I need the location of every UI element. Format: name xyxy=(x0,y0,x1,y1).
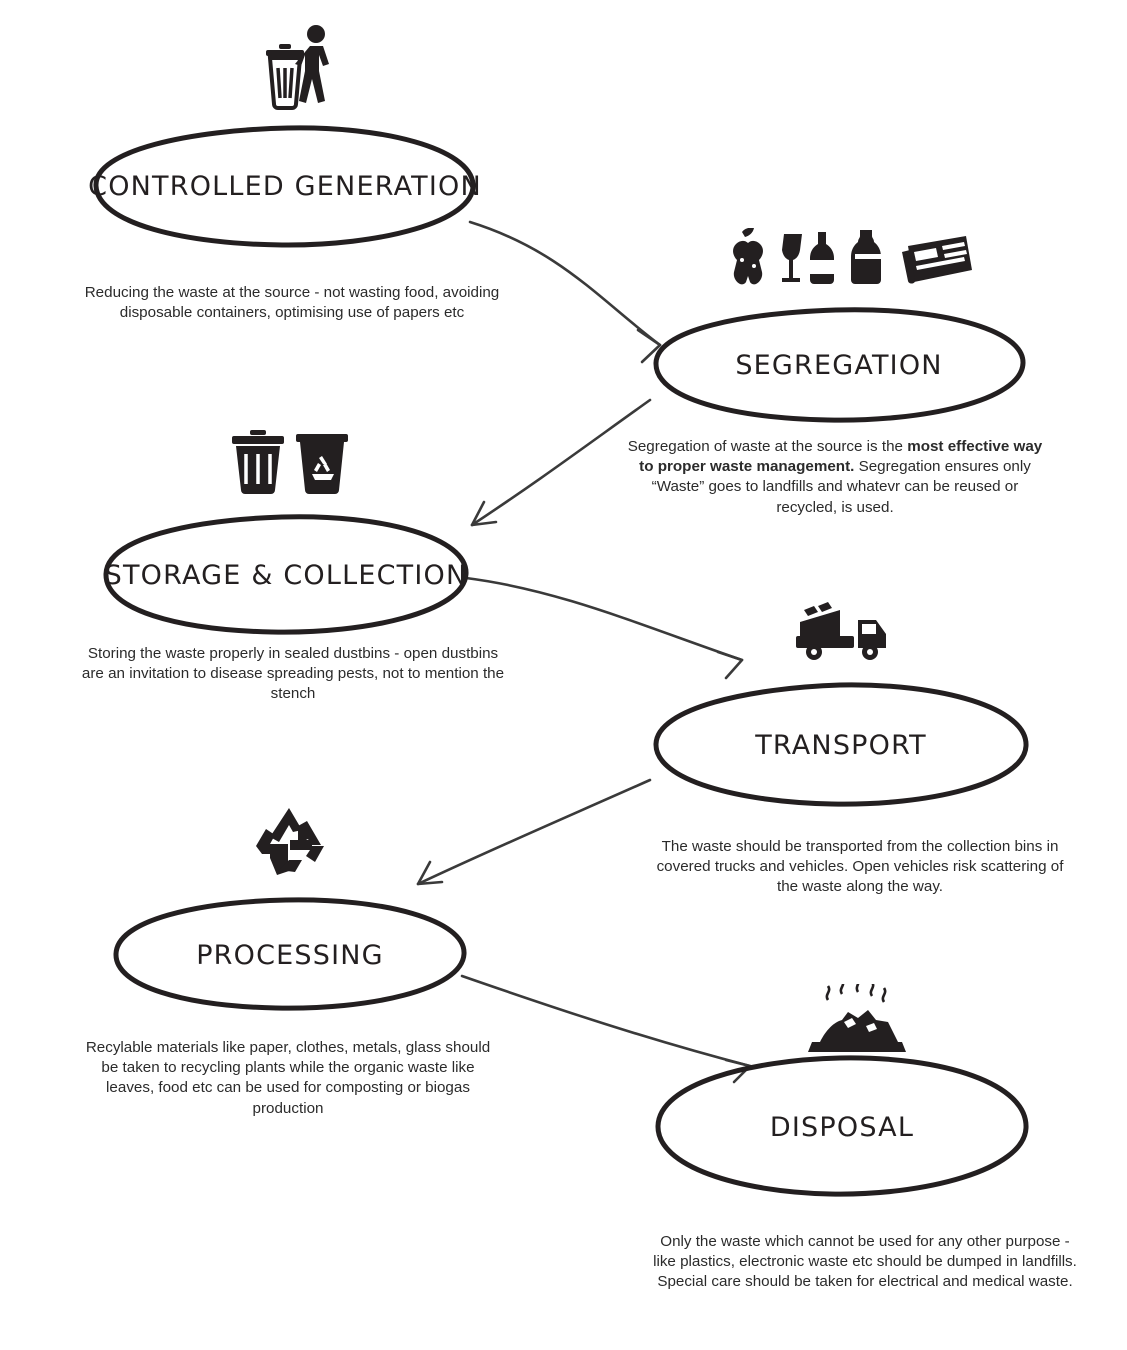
desc-bold: most effective way to proper waste management. xyxy=(639,438,1043,476)
node-description xyxy=(620,437,1050,518)
garbage-truck-icon xyxy=(790,602,894,662)
desc-part2: Segregation ensures only “Waste” goes to landfills and whatevr can be reused or recycled, is used. xyxy=(651,458,1031,516)
node-label: TRANSPORT xyxy=(755,729,927,761)
landfill-smoke-icon xyxy=(806,984,906,1056)
apple-core-bottle-newspaper-icon xyxy=(718,228,978,290)
node-label: STORAGE & COLLECTION xyxy=(104,559,468,591)
recycling-symbol-icon xyxy=(250,806,328,876)
node-controlled-generation[interactable] xyxy=(88,122,482,250)
node-description: Recylable materials like paper, clothes, metals, glass should be taken to recycling plants while the organic waste like leaves, food etc can be used for composting or biogas production xyxy=(85,1039,491,1117)
node-transport[interactable] xyxy=(650,680,1032,810)
node-label: CONTROLLED GENERATION xyxy=(88,170,482,202)
node-description: Reducing the waste at the source - not wasting food, avoiding disposable containers, optimising use of papers etc xyxy=(84,284,500,322)
edge-transport-to-processing xyxy=(418,780,650,884)
node-processing[interactable] xyxy=(110,896,470,1014)
node-label: PROCESSING xyxy=(196,939,384,971)
node-disposal[interactable] xyxy=(652,1052,1032,1202)
node-description: Storing the waste properly in sealed dustbins - open dustbins are an invitation to disease spreading pests, not to mention the stench xyxy=(81,645,505,703)
node-description: The waste should be transported from the collection bins in covered trucks and vehicles. Open vehicles risk scattering of the waste along the way. xyxy=(656,838,1064,896)
node-label: DISPOSAL xyxy=(769,1111,915,1143)
node-label: SEGREGATION xyxy=(735,349,943,381)
node-storage-collection[interactable] xyxy=(100,512,472,638)
desc-part1: Segregation of waste at the source is the xyxy=(627,438,908,455)
person-throwing-trash-icon xyxy=(262,24,338,112)
dustbin-recycling-bin-icon xyxy=(228,428,348,494)
node-description: Only the waste which cannot be used for any other purpose - like plastics, electronic waste etc should be dumped in landfills. Special care should be taken for electrical and medical waste. xyxy=(653,1233,1077,1291)
node-segregation[interactable] xyxy=(650,305,1028,425)
